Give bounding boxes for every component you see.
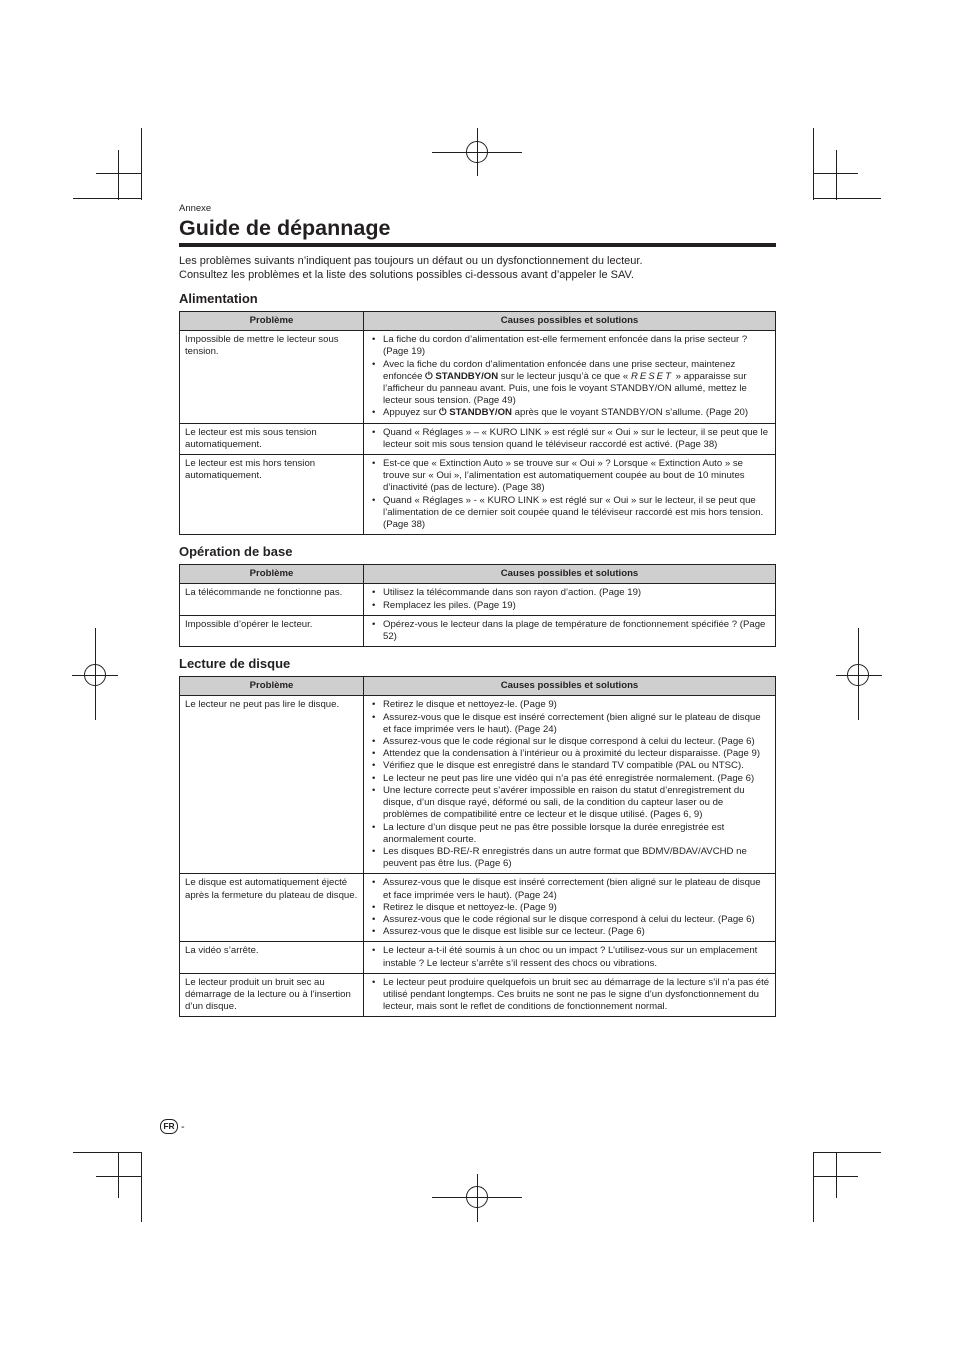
solutions-cell	[364, 584, 776, 615]
solution-text: Le lecteur a-t-il été soumis à un choc ou un impact ? L’utilisez-vous sur un emplacement instable ? Le lecteur s’arrête s’il ressent des chocs ou vibrations.	[383, 945, 758, 969]
solution-item	[369, 699, 770, 711]
solution-item	[369, 334, 770, 358]
solutions-cell	[364, 615, 776, 646]
solution-text: Retirez le disque et nettoyez-le. (Page 9)	[383, 699, 557, 711]
table-row	[180, 874, 776, 942]
table-header-row	[180, 565, 776, 584]
solution-item	[369, 427, 770, 451]
troubleshooting-table	[179, 564, 776, 647]
problem-cell: La télécommande ne fonctionne pas.	[180, 584, 364, 615]
page-number: -	[181, 1120, 185, 1133]
solution-item	[369, 902, 770, 914]
table-row	[180, 331, 776, 423]
intro-text	[179, 255, 776, 282]
display-text: RESET	[630, 370, 673, 382]
solutions-list	[369, 699, 770, 870]
solution-item	[369, 785, 770, 822]
solution-text: Vérifiez que le disque est enregistré dans le standard TV compatible (PAL ou NTSC).	[383, 760, 744, 772]
solution-item	[369, 748, 770, 760]
solution-text: Opérez-vous le lecteur dans la plage de température de fonctionnement spécifiée ? (Page 52)	[383, 618, 766, 643]
solution-item	[369, 945, 770, 969]
solution-text: Attendez que la condensation à l’intérieur ou à proximité du lecteur disparaisse. (Page 9)	[383, 748, 761, 760]
solutions-cell	[364, 455, 776, 535]
problem-cell: Impossible de mettre le lecteur sous tension.	[180, 331, 364, 423]
table-header-row	[180, 312, 776, 331]
solution-text: Assurez-vous que le disque est inséré correctement (bien aligné sur le plateau de disque et face imprimée vers le haut). (Page 24)	[383, 711, 761, 735]
solutions-list	[369, 427, 770, 451]
section-heading: Lecture de disque	[179, 656, 291, 672]
solution-item	[369, 914, 770, 926]
page-title: Guide de dépannage	[179, 216, 391, 240]
solution-text: La lecture d’un disque peut ne pas être possible lorsque la durée enregistrée est anormalement courte.	[383, 821, 725, 845]
solution-item	[369, 359, 770, 408]
solutions-list	[369, 945, 770, 969]
solution-text: Assurez-vous que le disque est inséré correctement (bien aligné sur le plateau de disque et face imprimée vers le haut). (Page 24)	[383, 877, 761, 901]
column-header-problem: Problème	[180, 312, 364, 331]
solution-item	[369, 977, 770, 1014]
solutions-list	[369, 619, 770, 643]
solution-item	[369, 712, 770, 736]
solution-item	[369, 822, 770, 846]
page-content	[179, 203, 776, 1017]
table-row	[180, 423, 776, 454]
page-footer	[160, 1119, 185, 1134]
solution-item	[369, 846, 770, 870]
table-row	[180, 973, 776, 1017]
solution-item	[369, 619, 770, 643]
table-row	[180, 615, 776, 646]
solution-text: sur le lecteur jusqu’à ce que «	[498, 370, 631, 382]
troubleshooting-sections	[179, 291, 776, 1017]
language-badge: FR	[160, 1119, 178, 1134]
title-rule	[179, 243, 776, 247]
solution-text: Utilisez la télécommande dans son rayon d’action. (Page 19)	[383, 587, 642, 599]
solution-item	[369, 495, 770, 532]
solution-text: La fiche du cordon d’alimentation est-elle fermement enfoncée dans la prise secteur ? (Page 19)	[383, 334, 748, 358]
troubleshooting-table	[179, 676, 776, 1017]
solutions-list	[369, 587, 770, 611]
troubleshooting-table	[179, 311, 776, 535]
problem-cell: Le lecteur ne peut pas lire le disque.	[180, 696, 364, 874]
column-header-problem: Problème	[180, 565, 364, 584]
solution-text: Remplacez les piles. (Page 19)	[383, 599, 516, 611]
solution-text: Avec la fiche du cordon d’alimentation enfoncée dans une prise secteur, maintenez enfoncée	[383, 358, 736, 382]
solutions-cell	[364, 696, 776, 874]
solution-item	[369, 926, 770, 938]
table-row	[180, 696, 776, 874]
column-header-solutions: Causes possibles et solutions	[364, 312, 776, 331]
table-row	[180, 584, 776, 615]
solution-item	[369, 407, 770, 419]
solution-item	[369, 760, 770, 772]
solution-text: Appuyez sur	[383, 407, 439, 419]
solution-item	[369, 773, 770, 785]
solutions-list	[369, 977, 770, 1014]
solution-text: Assurez-vous que le code régional sur le disque correspond à celui du lecteur. (Page 6)	[383, 913, 755, 925]
solution-text: Retirez le disque et nettoyez-le. (Page 9)	[383, 901, 557, 913]
solution-item	[369, 600, 770, 612]
solution-item	[369, 458, 770, 495]
column-header-problem: Problème	[180, 677, 364, 696]
section-heading: Alimentation	[179, 291, 258, 306]
table-row	[180, 455, 776, 535]
solution-text: Le lecteur ne peut pas lire une vidéo qui n’a pas été enregistrée normalement. (Page 6)	[383, 772, 755, 784]
solutions-list	[369, 334, 770, 419]
solutions-cell	[364, 331, 776, 423]
problem-cell: La vidéo s’arrête.	[180, 942, 364, 973]
solution-text: Quand « Réglages » - « KURO LINK » est réglé sur « Oui » sur le lecteur, il se peut que l’alimentation de ce dernier soit coupée quand le téléviseur raccordé est mis hors tension. (Page 38)	[383, 494, 764, 531]
solution-item	[369, 587, 770, 599]
solutions-cell	[364, 423, 776, 454]
intro-line: Les problèmes suivants n’indiquent pas toujours un défaut ou un dysfonctionnement du lecteur.	[179, 255, 643, 267]
section-label: Annexe	[179, 203, 212, 214]
problem-cell: Le lecteur est mis sous tension automatiquement.	[180, 423, 364, 454]
button-name: ⏻ STANDBY/ON	[439, 407, 512, 419]
problem-cell: Impossible d’opérer le lecteur.	[180, 615, 364, 646]
button-name: ⏻ STANDBY/ON	[425, 370, 499, 382]
solution-text: » apparaisse sur l’afficheur du panneau avant. Puis, une fois le voyant STANDBY/ON allumé, mettez le lecteur sous tension. (Page 49)	[383, 370, 747, 407]
solutions-list	[369, 877, 770, 938]
solution-text: après que le voyant STANDBY/ON s’allume. (Page 20)	[511, 407, 749, 419]
column-header-solutions: Causes possibles et solutions	[364, 677, 776, 696]
intro-line: Consultez les problèmes et la liste des solutions possibles ci-dessous avant d’appeler le SAV.	[179, 268, 634, 281]
solutions-cell	[364, 874, 776, 942]
solutions-cell	[364, 973, 776, 1017]
solution-text: Assurez-vous que le disque est lisible sur ce lecteur. (Page 6)	[383, 926, 645, 938]
solution-text: Quand « Réglages » – « KURO LINK » est réglé sur « Oui » sur le lecteur, il se peut que le lecteur soit mis sous tension quand le téléviseur raccordé est activé. (Page 38)	[383, 426, 769, 450]
column-header-solutions: Causes possibles et solutions	[364, 565, 776, 584]
problem-cell: Le lecteur produit un bruit sec au démarrage de la lecture ou à l’insertion d’un disque.	[180, 973, 364, 1017]
solutions-list	[369, 458, 770, 531]
solution-text: Assurez-vous que le code régional sur le disque correspond à celui du lecteur. (Page 6)	[383, 736, 755, 748]
section-heading: Opération de base	[179, 544, 293, 560]
solution-item	[369, 736, 770, 748]
problem-cell: Le disque est automatiquement éjecté après la fermeture du plateau de disque.	[180, 874, 364, 942]
problem-cell: Le lecteur est mis hors tension automatiquement.	[180, 455, 364, 535]
solution-text: Une lecture correcte peut s’avérer impossible en raison du statut d’enregistrement du disque, d’un disque rayé, déformé ou sali, de la condition du capteur laser ou de problèmes de compatibilité entre ce lecteur et le disque utilisé. (Pages 6, 9)	[383, 784, 745, 821]
solution-text: Le lecteur peut produire quelquefois un bruit sec au démarrage de la lecture s’il n’a pas été utilisé pendant longtemps. Ces bruits ne sont ne pas le signe d’un dysfonctionnement du lecteur, mais sont le reflet de conditions de fonctionnement normal.	[383, 976, 770, 1013]
solution-text: Les disques BD-RE/-R enregistrés dans un autre format que BDMV/BDAV/AVCHD ne peuvent pas être lus. (Page 6)	[383, 845, 747, 870]
solution-text: Est-ce que « Extinction Auto » se trouve sur « Oui » ? Lorsque « Extinction Auto » se trouve sur « Oui », l’alimentation est automatiquement coupée au bout de 10 minutes d’inactivité (pas de lecture). (Page 38)	[383, 458, 745, 494]
table-header-row	[180, 677, 776, 696]
solution-item	[369, 877, 770, 901]
table-row	[180, 942, 776, 973]
solutions-cell	[364, 942, 776, 973]
